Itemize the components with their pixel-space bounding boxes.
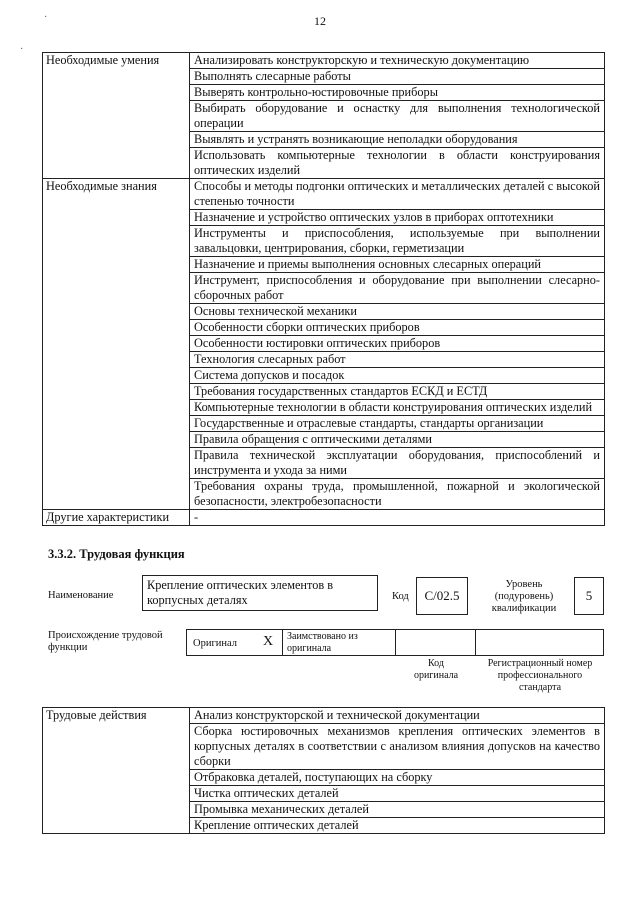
- table-cell: Требования государственных стандартов ЕСКД и ЕСТД: [190, 384, 605, 400]
- table-cell: Назначение и устройство оптических узлов в приборах оптотехники: [190, 210, 605, 226]
- table-cell: Инструмент, приспособления и оборудование при выполнении слесарно-сборочных работ: [190, 273, 605, 304]
- table-cell: Способы и методы подгонки оптических и металлических деталей с высокой степенью точности: [190, 179, 605, 210]
- skills-knowledge-table: [42, 52, 605, 526]
- code-original-caption: Код оригинала: [413, 658, 459, 681]
- table-cell: Отбраковка деталей, поступающих на сборку: [190, 770, 605, 786]
- table-row: [43, 510, 605, 526]
- table-row: [43, 179, 605, 210]
- name-label: Наименование: [48, 590, 114, 601]
- qualification-level-box: 5: [574, 577, 604, 615]
- table-row: [43, 53, 605, 69]
- code-label: Код: [392, 591, 409, 602]
- table-cell: Анализ конструкторской и технической документации: [190, 708, 605, 724]
- original-mark: X: [263, 634, 274, 649]
- row-label: Другие характеристики: [43, 510, 190, 526]
- table-cell: Выбирать оборудование и оснастку для выполнения технологической операции: [190, 101, 605, 132]
- table-cell: Требования охраны труда, промышленной, пожарной и экологической безопасности, электробезопасности: [190, 479, 605, 510]
- table-cell: Крепление оптических деталей: [190, 818, 605, 834]
- table-cell: Назначение и приемы выполнения основных слесарных операций: [190, 257, 605, 273]
- table-cell: Правила обращения с оптическими деталями: [190, 432, 605, 448]
- row-label: Трудовые действия: [43, 708, 190, 834]
- origin-frame: [186, 629, 604, 656]
- level-label: Уровень (подуровень) квалификации: [491, 579, 557, 614]
- labor-actions-table: [42, 707, 605, 834]
- table-cell: Выверять контрольно-юстировочные приборы: [190, 85, 605, 101]
- table-cell: Государственные и отраслевые стандарты, стандарты организации: [190, 416, 605, 432]
- original-label: Оригинал: [193, 638, 237, 649]
- function-name-box: Крепление оптических элементов в корпусных деталях: [142, 575, 378, 611]
- table-row: [43, 708, 605, 724]
- table-cell: Технология слесарных работ: [190, 352, 605, 368]
- table-cell: Выявлять и устранять возникающие неполадки оборудования: [190, 132, 605, 148]
- row-label: Необходимые умения: [43, 53, 190, 179]
- table-cell: Особенности юстировки оптических приборов: [190, 336, 605, 352]
- row-label: Необходимые знания: [43, 179, 190, 510]
- page-number: 12: [314, 14, 326, 28]
- scan-speck: ·: [20, 44, 24, 55]
- table-cell: Выполнять слесарные работы: [190, 69, 605, 85]
- table-cell: Компьютерные технологии в области конструирования оптических изделий: [190, 400, 605, 416]
- table-cell: Основы технической механики: [190, 304, 605, 320]
- reg-number-caption: Регистрационный номер профессионального стандарта: [487, 658, 593, 693]
- table-cell: Анализировать конструкторскую и техническую документацию: [190, 53, 605, 69]
- section-title: 3.3.2. Трудовая функция: [48, 547, 185, 561]
- table-cell: Особенности сборки оптических приборов: [190, 320, 605, 336]
- function-code-box: C/02.5: [416, 577, 468, 615]
- table-cell: Использовать компьютерные технологии в области конструирования оптических изделий: [190, 148, 605, 179]
- table-cell: Сборка юстировочных механизмов крепления оптических элементов в корпусных деталях в соответствии с анализом влияния допусков на качество сборки: [190, 724, 605, 770]
- table-cell: Правила технической эксплуатации оборудования, приспособлений и инструмента и ухода за ними: [190, 448, 605, 479]
- origin-label: Происхождение трудовой функции: [48, 630, 163, 653]
- table-cell: Инструменты и приспособления, используемые при выполнении завальцовки, центрирования, сборки, герметизации: [190, 226, 605, 257]
- table-cell: -: [190, 510, 605, 526]
- table-cell: Система допусков и посадок: [190, 368, 605, 384]
- table-cell: Чистка оптических деталей: [190, 786, 605, 802]
- scan-speck: ·: [44, 12, 48, 23]
- borrowed-label: Заимствовано из оригинала: [287, 631, 358, 654]
- table-cell: Промывка механических деталей: [190, 802, 605, 818]
